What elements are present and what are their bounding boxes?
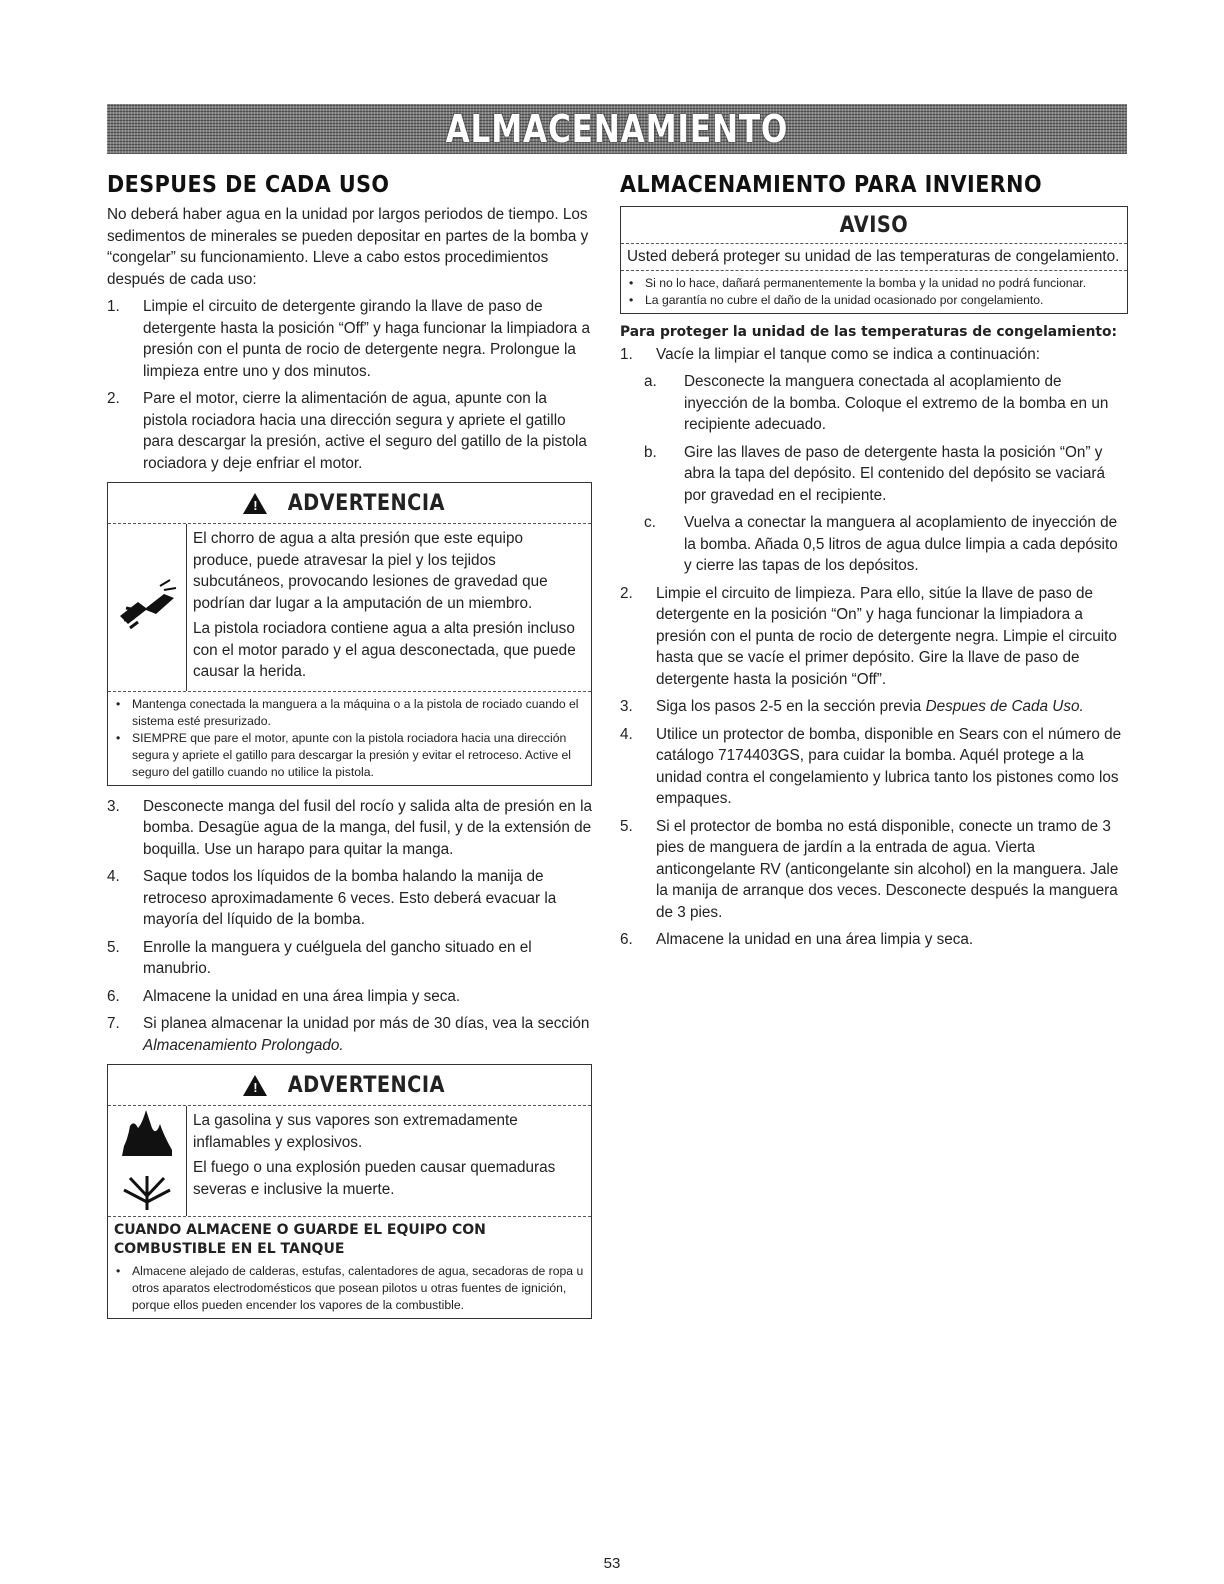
after-use-steps-b (107, 796, 592, 1057)
banner-title: ALMACENAMIENTO (445, 107, 789, 151)
warning-triangle-icon: ! (243, 493, 267, 514)
warning-bullets (108, 692, 591, 785)
fuel-storage-caps: CUANDO ALMACENE O GUARDE EL EQUIPO CON COMBUSTIBLE EN EL TANQUE (114, 1222, 486, 1257)
aviso-box (620, 206, 1128, 314)
list-item: 3. Siga los pasos 2-5 en la sección previa Despues de Cada Uso. (620, 698, 1084, 715)
after-use-steps-a (107, 296, 592, 474)
warning-box-fuel (107, 1064, 592, 1319)
list-item: • La garantía no cubre el daño de la unidad ocasionado por congelamiento. (629, 292, 1121, 309)
warning-text-1: La gasolina y sus vapores son extremadamente inflamables y explosivos. (193, 1112, 518, 1151)
warning-title: ADVERTENCIA (287, 490, 446, 516)
list-item: 4. Saque todos los líquidos de la bomba halando la manija de retroceso aproximadamente 6 veces. Esto deberá evacuar la mayoría del líquido de la bomba. (107, 868, 557, 928)
warning-text-1: El chorro de agua a alta presión que este equipo produce, puede atravesar la piel y los tejidos subcutáneos, provocando lesiones de gravedad que podrían dar lugar a la amputación de un miembro. (193, 530, 548, 612)
after-use-heading: DESPUES DE CADA USO (107, 172, 390, 198)
aviso-title: AVISO (839, 212, 909, 238)
list-item: 2. Limpie el circuito de limpieza. Para ello, sitúe la llave de paso de detergente en la posición “On” y haga funcionar la limpiadora a presión con el punta de rocio de detergente negra. Limpie el circuito hasta que se vacíe el primer depósito. Gire la llave de paso de detergente hasta la posición “Off”. (620, 584, 1117, 688)
warning-header (108, 483, 591, 524)
warning-text-2: El fuego o una explosión pueden causar quemaduras severas e inclusive la muerte. (193, 1159, 556, 1198)
winter-storage-heading: ALMACENAMIENTO PARA INVIERNO (620, 172, 1043, 198)
aviso-text: Usted deberá proteger su unidad de las temperaturas de congelamiento. (621, 244, 1127, 271)
list-item: 2. Pare el motor, cierre la alimentación de agua, apunte con la pistola rociadora hacia una dirección segura y apriete el gatillo para descargar la presión, active el seguro del gatillo de la pistola rociadora y deje enfriar el motor. (107, 390, 587, 472)
injection-hazard-icon (108, 524, 187, 691)
list-item: 1. Limpie el circuito de detergente girando la llave de paso de detergente hasta la posición “Off” y haga funcionar la limpiadora a presión con el punta de rocio de detergente negra. Prolongue la limpieza entre uno y dos minutos. (107, 298, 590, 380)
section-reference: Despues de Cada Uso. (925, 698, 1084, 715)
list-item: c. Vuelva a conectar la manguera al acoplamiento de inyección de la bomba. Añada 0,5 litros de agua dulce limpia a cada depósito y cierre las tapas de los depósitos. (644, 514, 1118, 574)
section-banner (107, 104, 1127, 154)
aviso-header (621, 207, 1127, 244)
right-column (620, 172, 1128, 957)
list-item: • Almacene alejado de calderas, estufas, calentadores de agua, secadoras de ropa u otros aparatos electrodomésticos que posean pilotos u otras fuentes de ignición, porque ellos pueden encender los vapores de la combustible. (116, 1263, 585, 1314)
list-item: 5. Si el protector de bomba no está disponible, conecte un tramo de 3 pies de manguera de jardín a la entrada de agua. Vierta anticongelante RV (anticongelante sin alcohol) en la manguera. Jale la manija de arranque dos veces. Desconecte después la manguera de 3 pies. (620, 817, 1119, 921)
winter-subheading: Para proteger la unidad de las temperaturas de congelamiento: (620, 323, 1117, 340)
warning-title: ADVERTENCIA (287, 1072, 446, 1098)
after-use-intro: No deberá haber agua en la unidad por largos periodos de tiempo. Los sedimentos de minerales se pueden depositar en partes de la bomba y “congelar” su funcionamiento. Lleve a cabo estos procedimientos después de cada uso: (107, 206, 589, 288)
list-item: 3. Desconecte manga del fusil del rocío y salida alta de presión en la bomba. Desagüe agua de la manga, del fusil, y de la extensión de boquilla. Use un harapo para quitar la manga. (107, 797, 592, 858)
hazard-row (108, 524, 591, 692)
aviso-bullets (621, 271, 1127, 313)
list-item: a. Desconecte la manguera conectada al acoplamiento de inyección de la bomba. Coloque el extremo de la bomba en un recipiente adecuado. (644, 373, 1109, 433)
list-item: 6. Almacene la unidad en una área limpia y seca. (620, 931, 974, 948)
list-item: 5. Enrolle la manguera y cuélguela del gancho situado en el manubrio. (107, 938, 532, 977)
list-item: • Si no lo hace, dañará permanentemente la bomba y la unidad no podrá funcionar. (629, 275, 1121, 292)
page-number: 53 (603, 1555, 621, 1572)
list-item: 6. Almacene la unidad en una área limpia y seca. (107, 987, 461, 1005)
list-item: • SIEMPRE que pare el motor, apunte con la pistola rociadora hacia una dirección segura y apriete el gatillo para descargar la presión y evitar el retroceso. Active el seguro del gatillo cuando no utilice la pistola. (116, 730, 585, 781)
winter-steps-continued (620, 583, 1128, 951)
left-column (107, 172, 592, 1329)
warning-header (108, 1065, 591, 1106)
list-item: 1. Vacíe la limpiar el tanque como se indica a continuación: (620, 345, 1041, 363)
warning-text-2: La pistola rociadora contiene agua a alta presión incluso con el motor parado y el agua desconectada, que puede causar la herida. (193, 620, 576, 680)
list-item: 7. Si planea almacenar la unidad por más de 30 días, vea la sección Almacenamiento Prolongado. (107, 1015, 590, 1054)
warning-bullets (108, 1259, 591, 1318)
warning-box-injection (107, 482, 592, 786)
winter-substeps (620, 371, 1128, 577)
section-reference: Almacenamiento Prolongado. (143, 1036, 344, 1054)
list-item: 4. Utilice un protector de bomba, disponible en Sears con el número de catálogo 7174403GS, para cuidar la bomba. Aquél protege a la unidad contra el congelamiento y lubrica tanto los pistones como los empaques. (620, 725, 1122, 807)
winter-steps (620, 344, 1128, 366)
fire-explosion-icon (108, 1106, 187, 1216)
hazard-row (108, 1106, 591, 1217)
warning-triangle-icon: ! (243, 1075, 267, 1096)
list-item: • Mantenga conectada la manguera a la máquina o a la pistola de rociado cuando el sistema esté presurizado. (116, 696, 585, 730)
list-item: b. Gire las llaves de paso de detergente hasta la posición “On” y abra la tapa del depósito. El contenido del depósito se vaciará por gravedad en el recipiente. (644, 443, 1105, 504)
